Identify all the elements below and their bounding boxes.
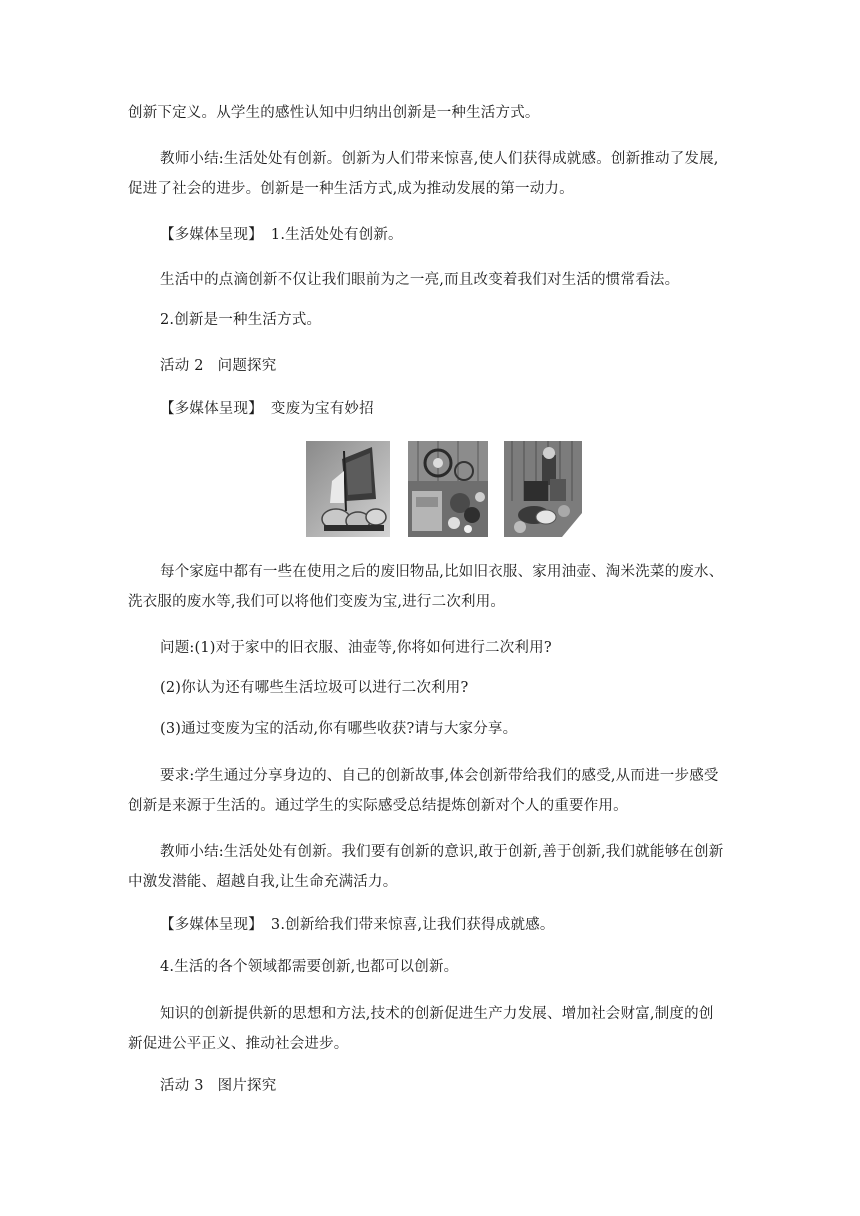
- requirement-line-1: 要求:学生通过分享身边的、自己的创新故事,体会创新带给我们的感受,从而进一步感受: [160, 768, 719, 784]
- paragraph-line: 每个家庭中都有一些在使用之后的废旧物品,比如旧衣服、家用油壶、淘米洗菜的废水、: [160, 564, 724, 580]
- teacher-summary-line-1: 教师小结:生活处处有创新。我们要有创新的意识,敢于创新,善于创新,我们就能够在创新: [160, 844, 724, 860]
- activity-label: 活动 3: [160, 1078, 204, 1094]
- activity-title: 图片探究: [217, 1078, 277, 1094]
- paragraph-line: 新促进公平正义、推动社会进步。: [128, 1036, 349, 1052]
- question-3: (3)通过变废为宝的活动,你有哪些收获?请与大家分享。: [160, 721, 518, 737]
- paragraph-line: 洗衣服的废水等,我们可以将他们变废为宝,进行二次利用。: [128, 594, 506, 610]
- activity-label: 活动 2: [160, 358, 204, 374]
- multimedia-point-3: [160, 909, 764, 942]
- multimedia-tag: 【多媒体呈现】: [160, 227, 263, 243]
- planter-photo: [504, 441, 582, 537]
- activity-title: 问题探究: [217, 358, 277, 374]
- question-1: 问题:(1)对于家中的旧衣服、油壶等,你将如何进行二次利用?: [160, 640, 552, 656]
- multimedia-heading: [160, 393, 764, 426]
- sailboat-photo: [306, 441, 390, 537]
- requirement-line-2: 创新是来源于生活的。通过学生的实际感受总结提炼创新对个人的重要作用。: [128, 798, 628, 814]
- multimedia-point-1: [160, 219, 764, 252]
- activity-3-heading: [160, 1070, 764, 1103]
- question-2: (2)你认为还有哪些生活垃圾可以进行二次利用?: [160, 680, 469, 696]
- activity-2-heading: [160, 350, 764, 383]
- teacher-summary-line-2: 促进了社会的进步。创新是一种生活方式,成为推动发展的第一动力。: [128, 181, 574, 197]
- garden-photo: [408, 441, 488, 537]
- point-2: 2.创新是一种生活方式。: [160, 312, 322, 328]
- paragraph-line: 知识的创新提供新的思想和方法,技术的创新促进生产力发展、增加社会财富,制度的创: [160, 1006, 714, 1022]
- multimedia-tag: 【多媒体呈现】: [160, 917, 263, 933]
- multimedia-title: 变废为宝有妙招: [270, 401, 374, 417]
- paragraph-line: 生活中的点滴创新不仅让我们眼前为之一亮,而且改变着我们对生活的惯常看法。: [160, 272, 680, 288]
- paragraph-line: 创新下定义。从学生的感性认知中归纳出创新是一种生活方式。: [128, 105, 540, 121]
- teacher-summary-line-1: 教师小结:生活处处有创新。创新为人们带来惊喜,使人们获得成就感。创新推动了发展,: [160, 151, 719, 167]
- point-text: 1.生活处处有创新。: [270, 227, 403, 243]
- multimedia-tag: 【多媒体呈现】: [160, 401, 263, 417]
- point-text: 3.创新给我们带来惊喜,让我们获得成就感。: [270, 917, 555, 933]
- point-4: 4.生活的各个领域都需要创新,也都可以创新。: [160, 959, 459, 975]
- recycling-photo-strip: [306, 441, 582, 537]
- teacher-summary-line-2: 中激发潜能、超越自我,让生命充满活力。: [128, 874, 398, 890]
